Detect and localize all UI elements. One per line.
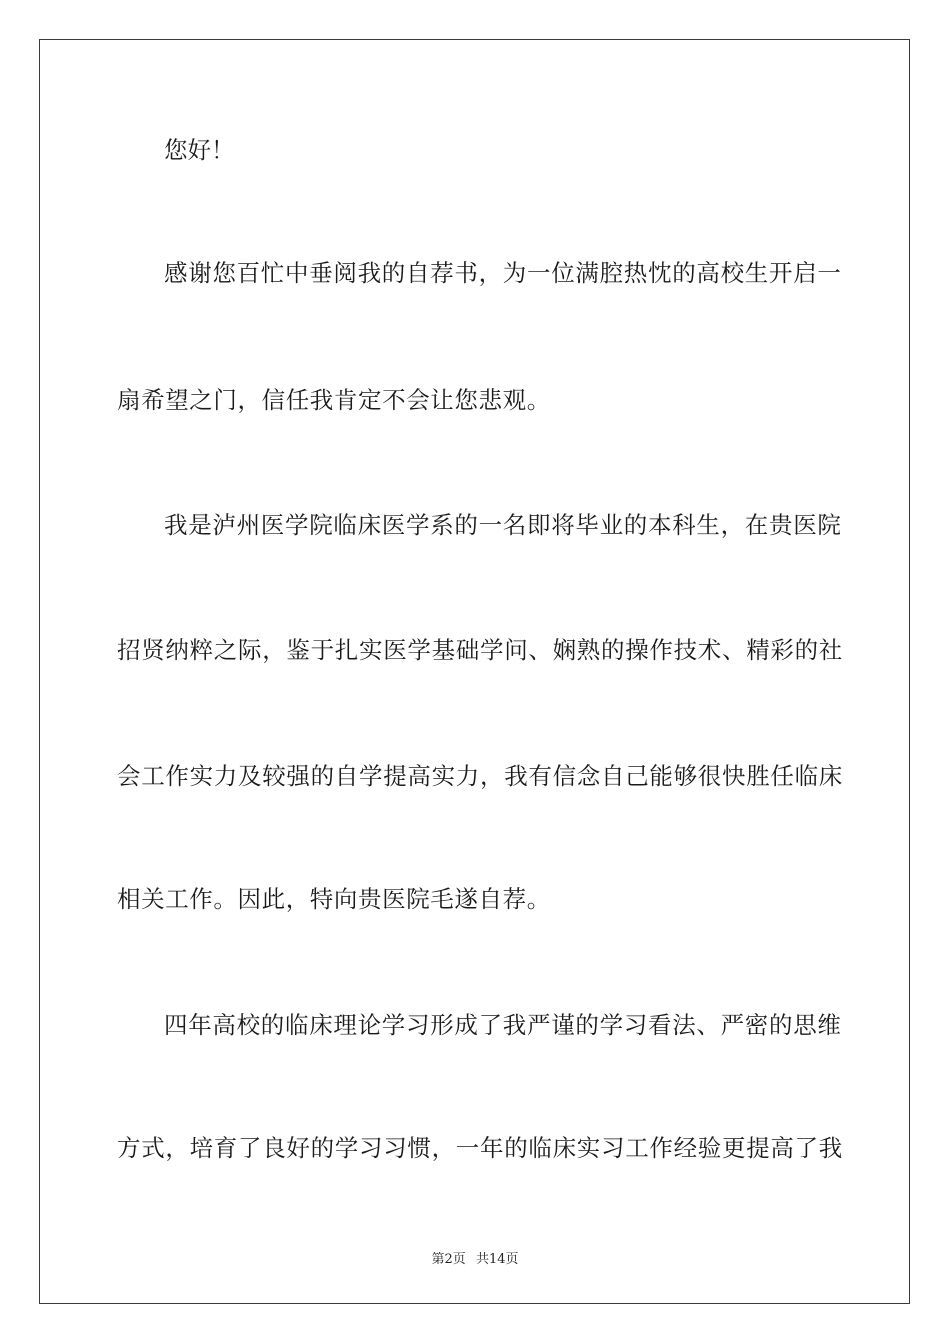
page-border [39, 39, 910, 1304]
greeting-line: 您好！ [164, 136, 235, 164]
body-line: 招贤纳粹之际，鉴于扎实医学基础学问、娴熟的操作技术、精彩的社 [117, 636, 843, 664]
body-line: 我是泸州医学院临床医学系的一名即将毕业的本科生，在贵医院 [164, 511, 842, 539]
body-line: 方式，培育了良好的学习习惯，一年的临床实习工作经验更提高了我 [117, 1134, 843, 1162]
body-line: 会工作实力及较强的自学提高实力，我有信念自己能够很快胜任临床 [117, 762, 843, 790]
body-line: 相关工作。因此，特向贵医院毛遂自荐。 [117, 885, 551, 913]
total-pages: 共14页 [475, 1252, 519, 1267]
page-number: 第2页 [431, 1252, 466, 1267]
page-footer [0, 1248, 950, 1267]
body-line: 扇希望之门，信任我肯定不会让您悲观。 [117, 386, 551, 414]
body-line: 四年高校的临床理论学习形成了我严谨的学习看法、严密的思维 [164, 1011, 842, 1039]
body-line: 感谢您百忙中垂阅我的自荐书，为一位满腔热忱的高校生开启一 [164, 259, 842, 287]
